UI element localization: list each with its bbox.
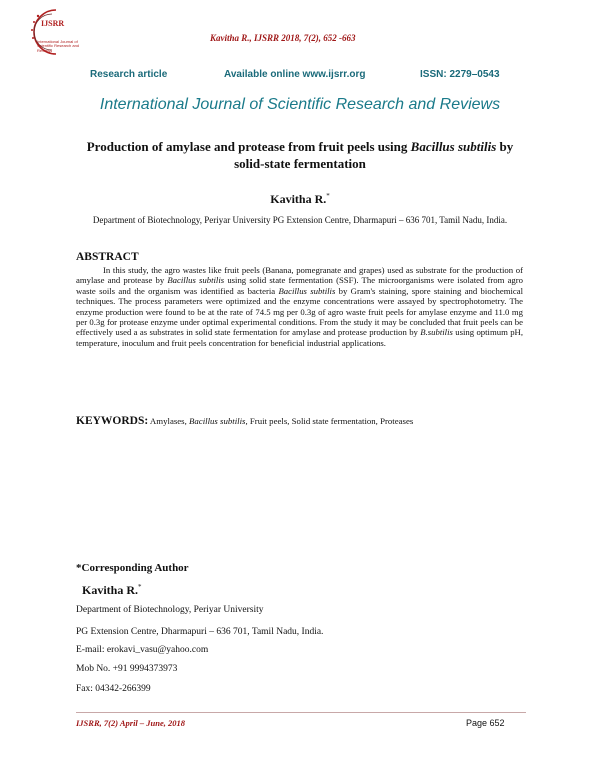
issn: ISSN: 2279–0543 <box>420 69 500 80</box>
corresponding-author-heading: *Corresponding Author <box>76 562 189 574</box>
footer-citation: IJSRR, 7(2) April – June, 2018 <box>76 718 186 728</box>
abstract-organism: Bacillus subtilis <box>278 285 336 296</box>
logo-text <box>37 40 93 53</box>
corr-mobile: Mob No. +91 9994373973 <box>76 664 178 674</box>
abstract-text: using optimum pH, temperature, inoculum and fruit peels concentration for beneficial industrial applications. <box>76 327 523 348</box>
corr-fax: Fax: 04342-266399 <box>76 684 151 694</box>
keywords-organism: Bacillus subtilis <box>189 416 246 426</box>
running-head: Kavitha R., IJSRR 2018, 7(2), 652 -663 <box>210 33 356 43</box>
abstract-organism: Bacillus subtilis <box>167 275 225 286</box>
keywords-text: , Fruit peels, Solid state fermentation, Proteases <box>245 416 414 426</box>
keywords-heading: KEYWORDS: <box>76 415 149 427</box>
paper-title <box>78 138 522 172</box>
affiliation: Department of Biotechnology, Periyar University PG Extension Centre, Dharmapuri – 636 701, Tamil Nadu, India. <box>92 215 508 225</box>
footer-divider <box>76 712 526 713</box>
available-online-link[interactable]: Available online www.ijsrr.org <box>224 69 366 80</box>
abstract-organism: B.subtilis <box>420 327 453 338</box>
abstract-text: by Gram's staining, spore staining and biochemical techniques. The process parameters were optimized and the enzyme concentrations were assayed by spectrophotometry. The enzyme production were found to be at the rate of 74.5 mg per 0.3g of agro waste fruit peels for amylase enzyme and 11.0 mg per 0.3g for protease enzyme under optimal experimental conditions. From the study it may be concluded that fruit peels can be effectively used a as substrates in solid state fermentation for amylase and protease production by <box>76 285 524 338</box>
page-number: Page 652 <box>466 718 505 728</box>
title-organism: Bacillus subtilis <box>410 139 497 154</box>
corr-email[interactable]: E-mail: erokavi_vasu@yahoo.com <box>76 645 209 655</box>
logo-acronym: IJSRR <box>41 19 65 28</box>
author-name: Kavitha R. <box>270 192 327 206</box>
logo-line: Reviews <box>37 47 53 53</box>
abstract-body <box>76 265 523 348</box>
keywords <box>76 415 526 427</box>
title-text: by solid-state fermentation <box>234 139 514 171</box>
abstract-text: In this study, the agro wastes like fruit peels (Banana, pomegranate and grapes) used as substrate for the production of amylase and protease by <box>76 265 523 286</box>
logo-line: Scientific Research and <box>37 43 80 49</box>
corr-department: Department of Biotechnology, Periyar University <box>76 605 264 615</box>
author-mark: * <box>326 192 330 200</box>
journal-title: International Journal of Scientific Research and Reviews <box>99 96 501 113</box>
abstract-heading: ABSTRACT <box>76 251 139 263</box>
corresponding-author-name <box>82 583 142 598</box>
author <box>0 192 600 207</box>
logo-line: International Journal of <box>37 39 78 44</box>
keywords-text: Amylases, <box>148 416 190 426</box>
corr-name-mark: * <box>138 583 142 591</box>
article-type: Research article <box>90 69 168 80</box>
title-text: Production of amylase and protease from fruit peels using <box>86 139 411 154</box>
corr-address: PG Extension Centre, Dharmapuri – 636 701, Tamil Nadu, India. <box>76 627 324 637</box>
abstract-text: using solid state fermentation (SSF). The microorganisms were isolated from agro waste soils and the organism was identified as bacteria <box>76 275 524 296</box>
corr-name-text: Kavitha R. <box>82 583 139 597</box>
